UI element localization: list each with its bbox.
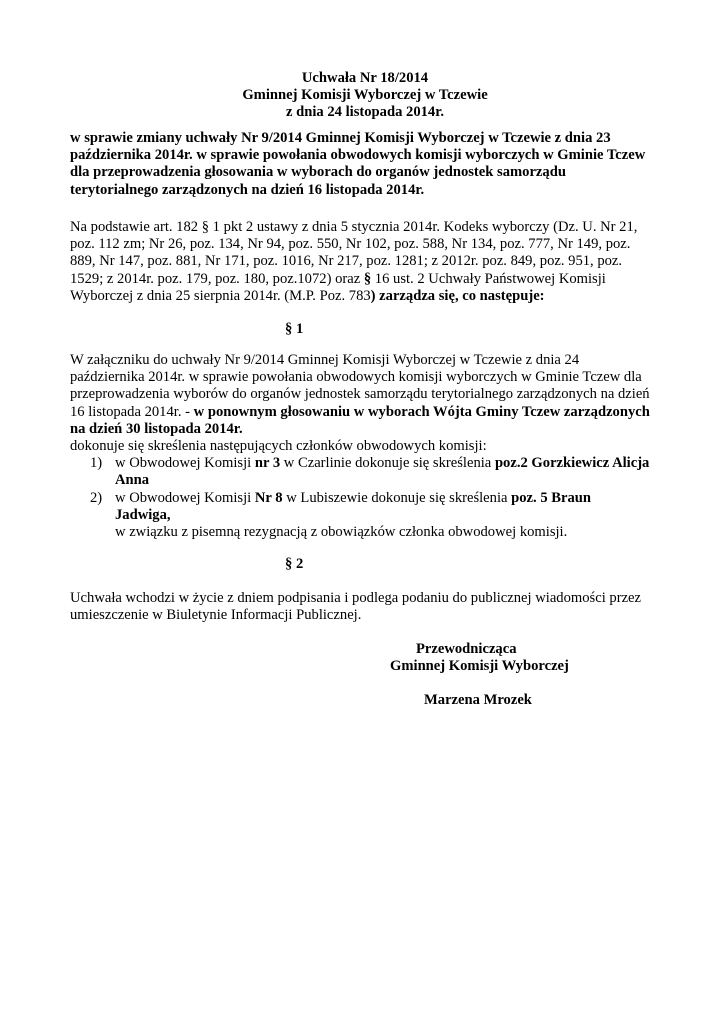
basis-line [70, 288, 660, 305]
basis-text: 16 ust. 2 Uchwały Państwowej Komisji [371, 270, 606, 287]
member-name: Anna [115, 472, 150, 489]
resolution-subject [70, 130, 660, 199]
section-1-body [70, 352, 660, 541]
deletion-list [70, 455, 660, 541]
enactment-clause: ) zarządza się, co następuje: [370, 287, 545, 304]
election-reference: w ponownym głosowaniu w wyborach Wójta Gminy Tczew zarządzonych [193, 403, 650, 420]
section-1-line: W załączniku do uchwały Nr 9/2014 Gminnej Komisji Wyborczej w Tczewie z dnia 24 [70, 352, 580, 368]
commission-name: Gminnej Komisji Wyborczej w Tczewie [242, 87, 488, 104]
resignation-reason: w związku z pisemną rezygnacją z obowiązków członka obwodowej komisji. [115, 524, 568, 541]
list-text: w Lubiszewie dokonuje się skreślenia [282, 489, 512, 506]
member-name: poz. 5 Braun [511, 489, 592, 506]
member-name: Jadwiga, [115, 506, 171, 523]
legal-basis-paragraph [70, 219, 660, 305]
basis-line: poz. 112 zm; Nr 26, poz. 134, Nr 94, poz. 550, Nr 102, poz. 588, Nr 134, poz. 777, Nr 149, poz. [70, 236, 631, 253]
basis-line: Na podstawie art. 182 § 1 pkt 2 ustawy z dnia 5 stycznia 2014r. Kodeks wyborczy (Dz. U. Nr 21, [70, 219, 638, 235]
commission-number: nr 3 [254, 455, 281, 472]
list-text: w Obwodowej Komisji [115, 455, 255, 472]
section-2-line: umieszczenie w Biuletynie Informacji Publicznej. [70, 607, 362, 624]
list-number: 2) [90, 489, 103, 506]
resolution-title [70, 70, 660, 122]
deletion-intro: dokonuje się skreślenia następujących członków obwodowych komisji: [70, 438, 487, 455]
basis-line [70, 271, 660, 288]
election-date: na dzień 30 listopada 2014r. [70, 420, 243, 437]
section-1-line [70, 404, 660, 421]
subject-line: dla przeprowadzenia głosowania w wyborach do organów jednostek samorządu [70, 164, 566, 181]
section-1-text: 16 listopada 2014r. - [70, 403, 194, 420]
list-number: 1) [90, 455, 103, 472]
subject-line: października 2014r. w sprawie powołania obwodowych komisji wyborczych w Gminie Tczew [70, 147, 646, 164]
list-item [70, 490, 660, 542]
basis-line: 889, Nr 147, poz. 881, Nr 171, poz. 1016, Nr 217, poz. 1281; z 2012r. poz. 849, poz. 951, poz. [70, 253, 623, 270]
resolution-number: Uchwała Nr 18/2014 [301, 70, 429, 86]
section-2-line: Uchwała wchodzi w życie z dniem podpisania i podlega podaniu do publicznej wiadomości przez [70, 590, 641, 606]
basis-text: 1529; z 2014r. poz. 179, poz. 180, poz.1072) oraz [70, 270, 364, 287]
member-name: poz.2 Gorzkiewicz Alicja [494, 455, 650, 472]
signature-role: Przewodnicząca [416, 641, 517, 657]
subject-line: terytorialnego zarządzonych na dzień 16 listopada 2014r. [70, 181, 425, 198]
list-item [70, 455, 660, 489]
section-1-line: października 2014r. w sprawie powołania obwodowych komisji wyborczych w Gminie Tczew dla [70, 369, 642, 386]
list-text: w Obwodowej Komisji [115, 489, 255, 506]
basis-text: Wyborczej z dnia 25 sierpnia 2014r. (M.P. Poz. 783 [70, 287, 371, 304]
section-2-heading: § 2 [285, 556, 304, 572]
signatory-name: Marzena Mrozek [424, 692, 532, 708]
section-1-line: przeprowadzenia wyborów do organów jednostek samorządu terytorialnego zarządzonych na dzień [70, 386, 650, 403]
commission-number: Nr 8 [254, 489, 283, 506]
signature-body: Gminnej Komisji Wyborczej [390, 658, 569, 674]
section-2-body [70, 590, 660, 624]
section-1-heading: § 1 [285, 321, 304, 337]
resolution-date: z dnia 24 listopada 2014r. [286, 104, 444, 121]
section-symbol: § [363, 270, 372, 287]
subject-line: w sprawie zmiany uchwały Nr 9/2014 Gminnej Komisji Wyborczej w Tczewie z dnia 23 [70, 130, 611, 146]
list-text: w Czarlinie dokonuje się skreślenia [280, 455, 495, 472]
